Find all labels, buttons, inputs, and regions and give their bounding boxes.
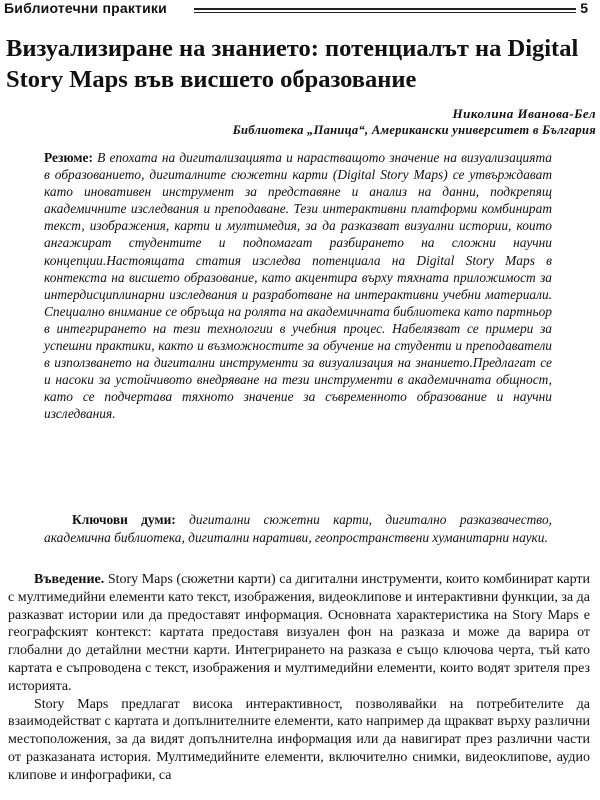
abstract-label: Резюме:: [44, 150, 93, 165]
abstract: [44, 149, 552, 423]
intro-label: Въведение.: [34, 572, 105, 587]
header-rule: [194, 8, 576, 13]
body-paragraph: Story Maps предлагат висока интерактивност, позволявайки на потребителите да взаимодействат с картата и допълнителните елементи, като например да щракват върху различни местоположения, за да видят допълнителна информация или да навигират през различни части от разказаната история. Мултимедийните елементи, включително снимки, видеоклипове, аудио клипове и инфографики, са: [8, 696, 590, 783]
paragraph-text: Story Maps (сюжетни карти) са дигитални инструменти, които комбинират карти с мултимедийни елементи като текст, изображения, видеоклипове и интерактивни функции, за да разказват истории или да предоставят информация. Основната характеристика на Story Maps е географският контекст: картата предоставя визуален фон на разказа и може да варира от глобални до детайлни местни карти. Интегрирането на разказа е също ключова черта, тъй като картата е съпроводена с текст, изображения и мултимедийни елементи, които водят зрителя през историята.: [8, 572, 590, 694]
body-paragraph: [8, 571, 590, 696]
running-header: [4, 0, 596, 20]
abstract-text: В епохата на дигитализацията и нарастващото значение на визуализацията в образованието, дигиталните сюжетни карти (Digital Story Maps) се утвърждават като иновативен инструмент за представяне и анализ на данни, подкрепящ академичните изследвания и преподаване. Тези интерактивни платформи комбинират текст, изображения, карти и мултимедия, за да разказват визуални истории, които ангажират студентите и подпомагат разбирането на сложни научни концепции.Настоящата статия изследва потенциала на Digital Story Maps в контекста на висшето образование, като акцентира върху тяхната приложимост за интердисциплинарни изследвания и разработване на интерактивни учебни материали. Специално внимание се обръща на ролята на академичната библиотека като партньор в интегрирането на тези технологии в учебния процес. Набелязват се примери за успешни практики, както и възможностите за обучение на студенти и преподаватели в използването на дигитални инструменти за визуализация на знанието.Предлагат се и насоки за устойчивото внедряване на тези инструменти в академичната общност, като се подчертава тяхното значение за съвременното образование и научни изследвания.: [44, 150, 552, 422]
author-name: Николина Иванова-Бел: [452, 106, 596, 121]
keywords-text: дигитални сюжетни карти, дигитално разказвачество, академична библиотека, дигитални наративи, геопространствени хуманитарни науки.: [44, 512, 552, 545]
article-title: Визуализиране на знанието: потенциалът на Digital Story Maps във висшето образование: [6, 35, 579, 93]
keywords: [44, 511, 552, 546]
section-title: Библиотечни практики: [4, 0, 167, 16]
page-number: 5: [580, 0, 588, 16]
keywords-label: Ключови думи:: [72, 512, 176, 527]
author-affiliation: Библиотека „Паница“, Американски университет в България: [232, 123, 596, 137]
article-body: [8, 571, 590, 785]
